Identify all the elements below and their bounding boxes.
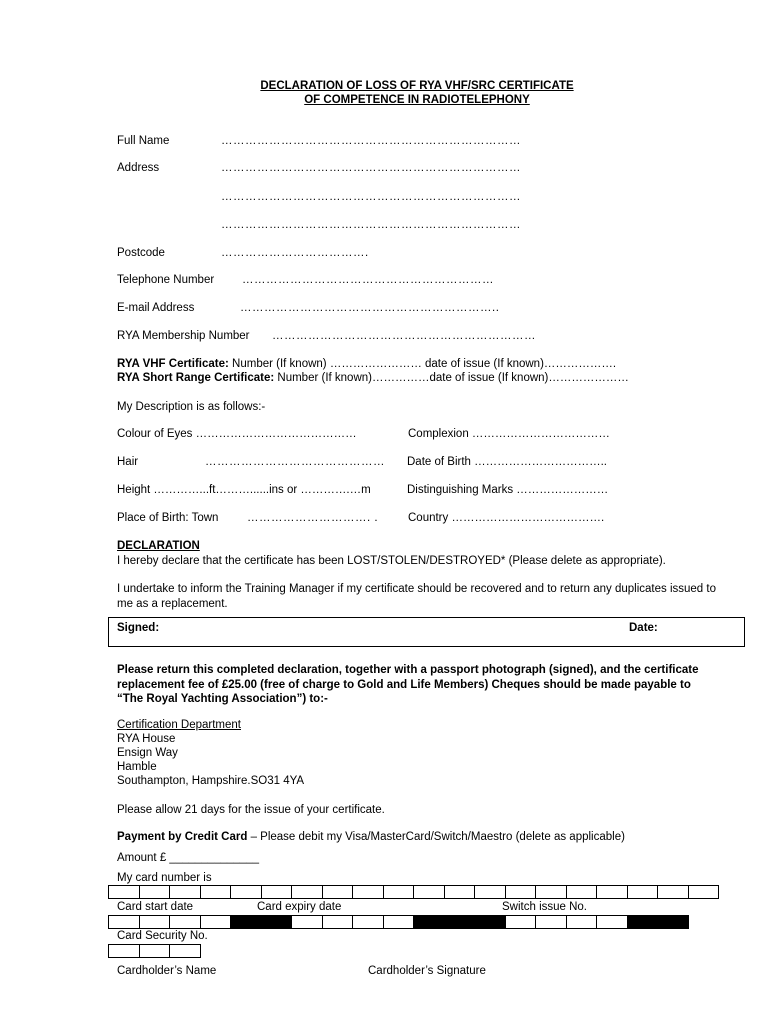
declaration-heading: DECLARATION — [117, 540, 200, 552]
signed-label: Signed: — [117, 622, 160, 634]
email-field[interactable]: ……………………………………………………….. — [240, 302, 500, 314]
vhf-certificate-line[interactable] — [117, 358, 616, 370]
address-field-line2[interactable]: ………………………………………………………………… — [221, 191, 521, 203]
card-number-cell[interactable] — [108, 885, 140, 899]
start-date-cell[interactable] — [169, 915, 201, 929]
switch-issue-cell[interactable] — [566, 915, 598, 929]
distinguishing-marks-field[interactable]: Distinguishing Marks …………………… — [407, 484, 609, 496]
card-number-cell[interactable] — [322, 885, 354, 899]
card-number-cell[interactable] — [383, 885, 415, 899]
declaration-text-1: I hereby declare that the certificate has been LOST/STOLEN/DESTROYED* (Please delete as appropriate). — [117, 555, 666, 567]
separator-cell — [413, 915, 445, 929]
expiry-date-cell[interactable] — [352, 915, 384, 929]
declaration-text-2: I undertake to inform the Training Manager if my certificate should be recovered and to return any duplicates issued to me as a replacement. — [117, 583, 716, 610]
separator-cell — [261, 915, 293, 929]
switch-issue-label: Switch issue No. — [502, 901, 588, 913]
start-date-cell[interactable] — [139, 915, 171, 929]
postcode-label: Postcode — [117, 247, 165, 259]
address-label: Address — [117, 162, 160, 174]
email-label: E-mail Address — [117, 302, 195, 314]
card-number-cell[interactable] — [261, 885, 293, 899]
address-field-line3[interactable]: ………………………………………………………………… — [221, 219, 521, 231]
card-expiry-date-label: Card expiry date — [257, 901, 342, 913]
expiry-date-cell[interactable] — [322, 915, 354, 929]
switch-issue-cell[interactable] — [535, 915, 567, 929]
src-certificate-label: RYA Short Range Certificate: — [117, 372, 275, 384]
cardholder-signature-label: Cardholder’s Signature — [368, 965, 486, 977]
security-number-cell[interactable] — [169, 944, 201, 958]
card-number-cell[interactable] — [413, 885, 445, 899]
address-line-3: Hamble — [117, 761, 157, 773]
description-intro: My Description is as follows:- — [117, 401, 266, 413]
telephone-label: Telephone Number — [117, 274, 215, 286]
address-line-1: RYA House — [117, 733, 176, 745]
payment-line — [117, 831, 625, 843]
place-of-birth-field[interactable]: …………………………. . — [247, 512, 379, 524]
postcode-field[interactable]: ………………………………. — [221, 247, 369, 259]
card-number-cell[interactable] — [627, 885, 659, 899]
switch-issue-cell[interactable] — [505, 915, 537, 929]
telephone-field[interactable]: ……………………………………………………… — [242, 274, 494, 286]
separator-cell — [627, 915, 659, 929]
allow-days-note: Please allow 21 days for the issue of your certificate. — [117, 804, 385, 816]
separator-cell — [657, 915, 689, 929]
membership-label: RYA Membership Number — [117, 330, 250, 342]
separator-cell — [474, 915, 506, 929]
card-number-cell[interactable] — [566, 885, 598, 899]
card-number-cell[interactable] — [505, 885, 537, 899]
card-number-cell[interactable] — [688, 885, 720, 899]
separator-cell — [230, 915, 262, 929]
complexion-field[interactable]: Complexion ……………………………… — [408, 428, 610, 440]
address-field-line1[interactable]: ………………………………………………………………… — [221, 162, 521, 174]
card-number-label: My card number is — [117, 872, 212, 884]
security-number-cell[interactable] — [108, 944, 140, 958]
start-date-cell[interactable] — [108, 915, 140, 929]
start-date-cell[interactable] — [200, 915, 232, 929]
address-line-2: Ensign Way — [117, 747, 178, 759]
amount-field[interactable]: Amount £ ______________ — [117, 852, 259, 864]
separator-cell — [444, 915, 476, 929]
src-certificate-line[interactable] — [117, 372, 629, 384]
security-number-cell[interactable] — [139, 944, 171, 958]
signature-box[interactable] — [108, 617, 745, 647]
card-number-cell[interactable] — [200, 885, 232, 899]
card-number-cell[interactable] — [230, 885, 262, 899]
src-certificate-text: Number (If known)……………date of issue (If known)………………… — [274, 372, 629, 384]
card-dates-grid[interactable] — [109, 915, 689, 929]
card-number-cell[interactable] — [169, 885, 201, 899]
expiry-date-cell[interactable] — [383, 915, 415, 929]
hair-label: Hair — [117, 456, 139, 468]
return-instructions: Please return this completed declaration, together with a passport photograph (signed), and the certificate replacement fee of £25.00 (free of charge to Gold and Life Members) Cheques should be made payable to “The Royal Yachting Association”) to:- — [117, 664, 699, 705]
address-department: Certification Department — [117, 719, 241, 731]
card-number-cell[interactable] — [444, 885, 476, 899]
expiry-date-cell[interactable] — [291, 915, 323, 929]
height-field[interactable]: Height …………...ft………......ins or ………….…m — [117, 484, 371, 496]
card-number-cell[interactable] — [352, 885, 384, 899]
vhf-certificate-text: Number (If known) …………………… date of issue (If known)………………. — [228, 358, 617, 370]
full-name-field[interactable]: ………………………………………………………………… — [221, 135, 521, 147]
date-of-birth-field[interactable]: Date of Birth …………………………….. — [407, 456, 608, 468]
hair-field[interactable]: ……………………………………… — [205, 456, 385, 468]
cardholder-name-label: Cardholder’s Name — [117, 965, 217, 977]
payment-text: – Please debit my Visa/MasterCard/Switch/Maestro (delete as applicable) — [247, 831, 625, 843]
membership-field[interactable]: ………………………………………………………… — [272, 330, 536, 342]
eyes-field[interactable]: Colour of Eyes …………………………………… — [117, 428, 357, 440]
card-number-cell[interactable] — [657, 885, 689, 899]
card-number-cell[interactable] — [139, 885, 171, 899]
card-number-grid[interactable] — [109, 885, 719, 899]
card-number-cell[interactable] — [535, 885, 567, 899]
address-line-4: Southampton, Hampshire.SO31 4YA — [117, 775, 305, 787]
country-field[interactable]: Country …………………………………. — [408, 512, 605, 524]
card-start-date-label: Card start date — [117, 901, 194, 913]
card-number-cell[interactable] — [596, 885, 628, 899]
document-title-line2: OF COMPETENCE IN RADIOTELEPHONY — [304, 94, 530, 106]
document-title-line1: DECLARATION OF LOSS OF RYA VHF/SRC CERTIFICATE — [260, 80, 574, 92]
card-number-cell[interactable] — [291, 885, 323, 899]
security-number-label: Card Security No. — [117, 930, 208, 942]
full-name-label: Full Name — [117, 135, 170, 147]
date-label: Date: — [629, 622, 658, 634]
vhf-certificate-label: RYA VHF Certificate: — [117, 358, 229, 370]
payment-label: Payment by Credit Card — [117, 831, 248, 843]
security-number-grid[interactable] — [109, 944, 201, 958]
switch-issue-cell[interactable] — [596, 915, 628, 929]
place-of-birth-label: Place of Birth: Town — [117, 512, 219, 524]
card-number-cell[interactable] — [474, 885, 506, 899]
